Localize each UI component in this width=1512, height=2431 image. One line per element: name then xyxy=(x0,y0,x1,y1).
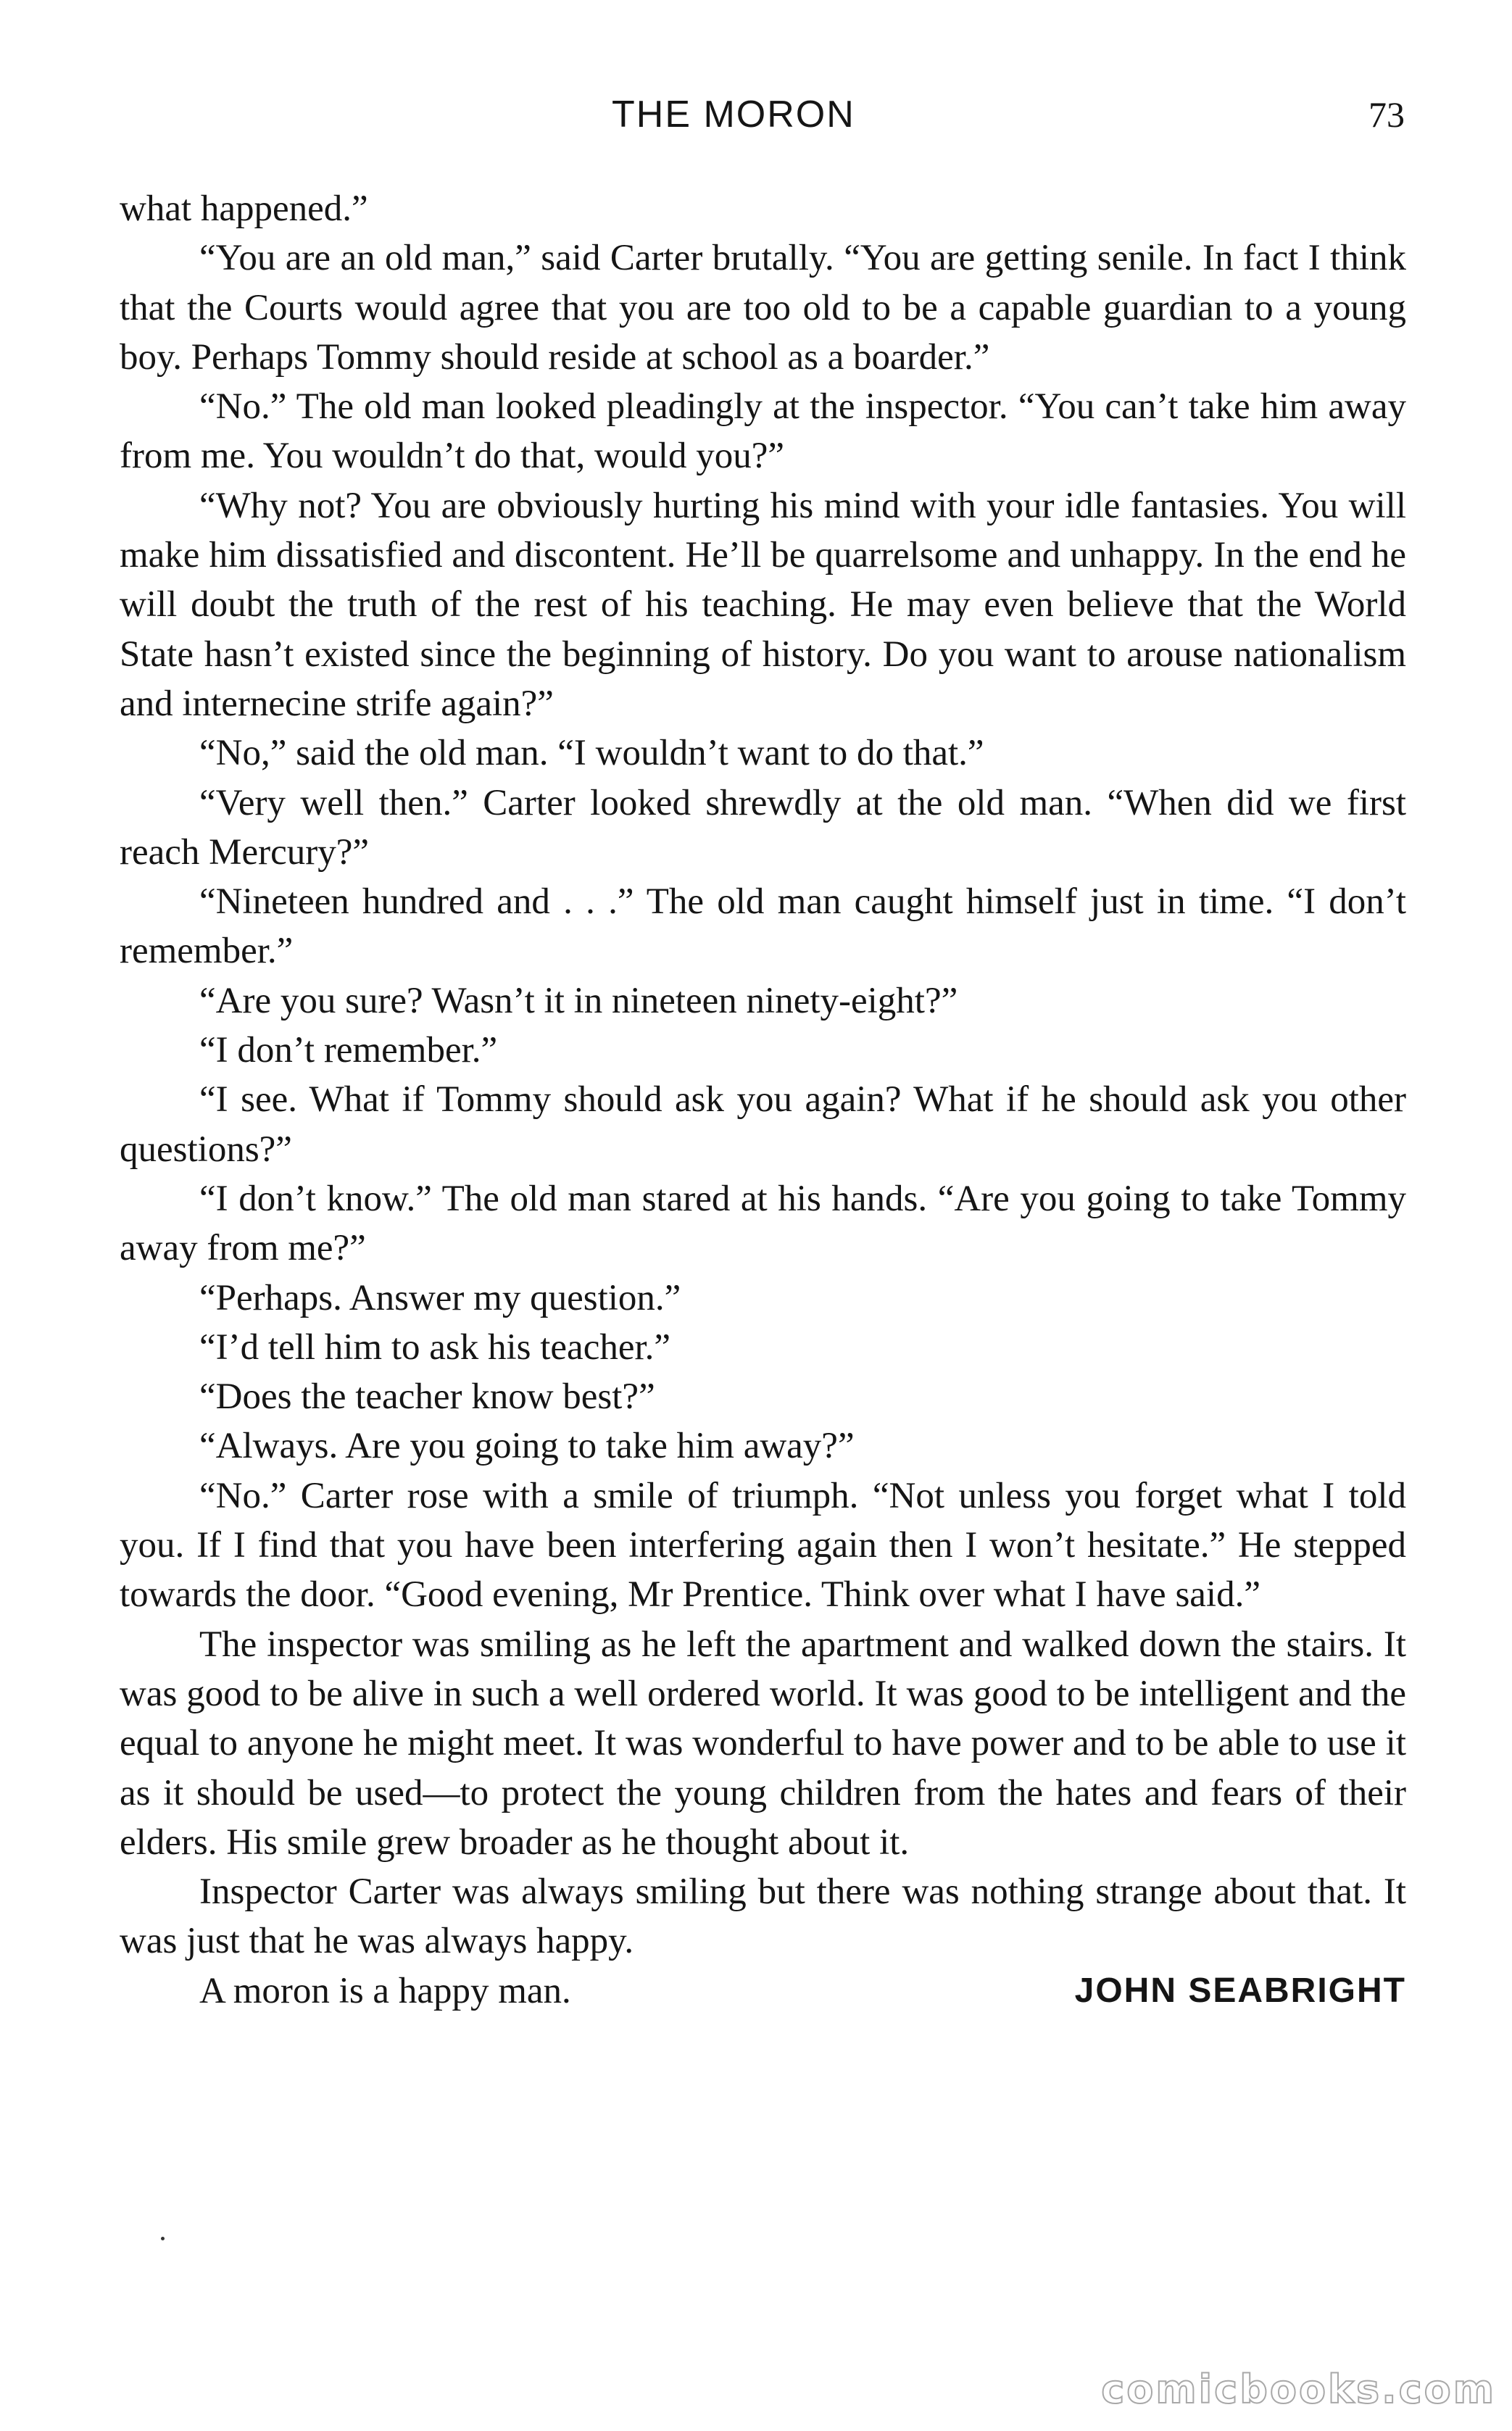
paragraph: “No.” Carter rose with a smile of triumph. “Not unless you forget what I told you. If I find that you have been interfering again then I won’t hesitate.” He stepped towards the door. “Good evening, Mr Prentice. Think over what I have said.” xyxy=(120,1475,1406,1616)
source-watermark: comicbooks.com xyxy=(1101,2366,1496,2412)
paragraph: “I see. What if Tommy should ask you again? What if he should ask you other questions?” xyxy=(120,1079,1406,1170)
paragraph: what happened.” xyxy=(120,188,368,229)
paragraph: “Very well then.” Carter looked shrewdly at the old man. “When did we first reach Mercury?” xyxy=(120,782,1406,873)
paragraph: “Are you sure? Wasn’t it in nineteen ninety-eight?” xyxy=(199,980,958,1021)
paragraph: “Why not? You are obviously hurting his mind with your idle fantasies. You will make him dissatisfied and discontent. He’ll be quarrelsome and unhappy. In the end he will doubt the truth of the rest of his teaching. He may even believe that the World State hasn’t existed since the beginning of history. Do you want to arouse nationalism and internecine strife again?” xyxy=(120,485,1406,724)
page-header xyxy=(0,86,1512,144)
paragraph: “I don’t remember.” xyxy=(199,1030,498,1071)
paragraph: “Does the teacher know best?” xyxy=(199,1376,655,1418)
paragraph: “Always. Are you going to take him away?” xyxy=(199,1426,855,1467)
story-body xyxy=(120,184,1406,2016)
paragraph: “I’d tell him to ask his teacher.” xyxy=(199,1326,671,1368)
paragraph: Inspector Carter was always smiling but there was nothing strange about that. It was just that he was always happy. xyxy=(120,1871,1406,1962)
author-byline: JOHN SEABRIGHT xyxy=(1074,1971,1406,2010)
paragraph: “You are an old man,” said Carter brutally. “You are getting senile. In fact I think that the Courts would agree that you are too old to be a capable guardian to a young boy. Perhaps Tommy should reside at school as a boarder.” xyxy=(120,238,1406,378)
closing-line-row xyxy=(120,1966,1406,2016)
print-speck xyxy=(161,2237,165,2240)
paragraph: The inspector was smiling as he left the apartment and walked down the stairs. It was good to be alive in such a well ordered world. It was good to be intelligent and the equal to anyone he might meet. It was wonderful to have power and to be able to use it as it should be used—to protect the young children from the hates and fears of their elders. His smile grew broader as he thought about it. xyxy=(120,1624,1406,1863)
running-title: THE MORON xyxy=(612,94,855,136)
paragraph: “Perhaps. Answer my question.” xyxy=(199,1277,681,1318)
page-number: 73 xyxy=(1368,94,1405,135)
paragraph: “No.” The old man looked pleadingly at the inspector. “You can’t take him away from me. You wouldn’t do that, would you?” xyxy=(120,386,1406,477)
paragraph: “I don’t know.” The old man stared at his hands. “Are you going to take Tommy away from me?” xyxy=(120,1178,1406,1269)
paragraph: “Nineteen hundred and . . .” The old man caught himself just in time. “I don’t remember.” xyxy=(120,881,1406,972)
paragraph: “No,” said the old man. “I wouldn’t want to do that.” xyxy=(199,733,984,774)
closing-line: A moron is a happy man. xyxy=(199,1970,571,2011)
